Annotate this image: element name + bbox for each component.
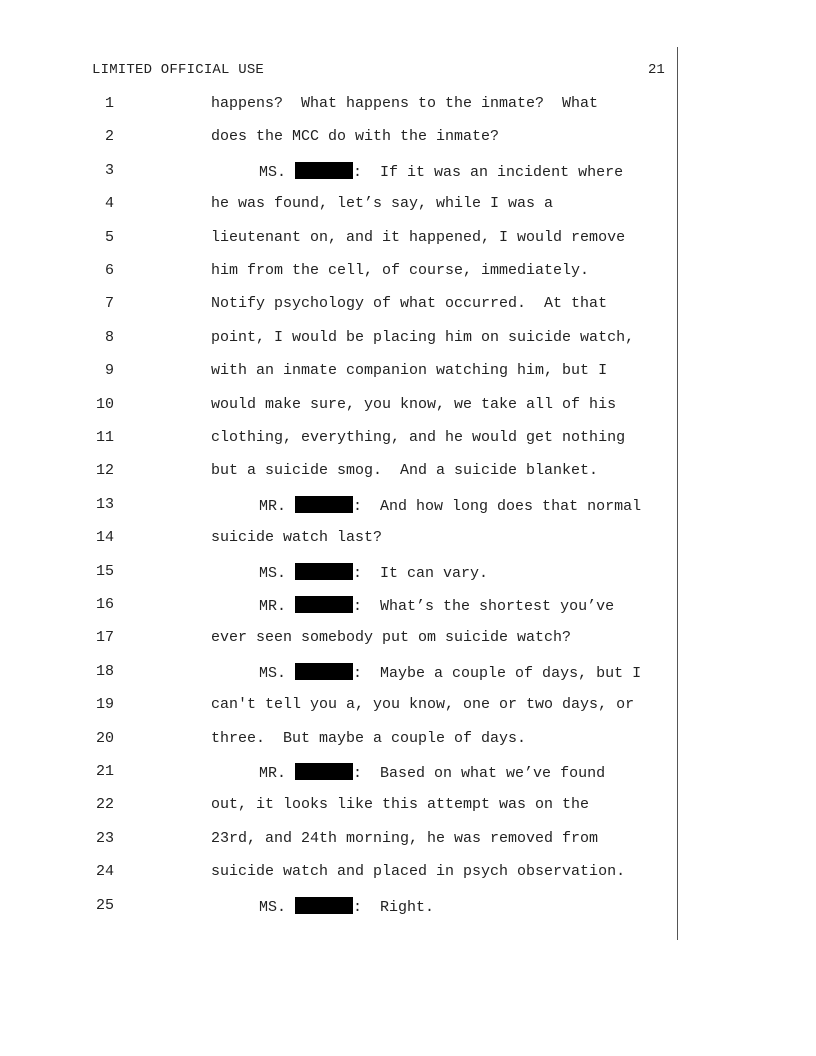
spoken-text: : And how long does that normal xyxy=(353,497,642,515)
line-number: 10 xyxy=(95,395,114,413)
line-number: 23 xyxy=(95,829,114,847)
line-number: 11 xyxy=(95,429,114,446)
line-number: 7 xyxy=(104,295,114,313)
line-text xyxy=(259,563,488,582)
spoken-text: with an inmate companion watching him, but I xyxy=(211,362,608,380)
line-text xyxy=(259,162,623,181)
spoken-text: Notify psychology of what occurred. At that xyxy=(211,295,608,313)
line-text xyxy=(211,462,598,479)
line-text xyxy=(211,396,616,413)
spoken-text: ever seen somebody put om suicide watch? xyxy=(211,629,572,647)
speaker-title: MR. xyxy=(259,765,287,782)
line-number: 22 xyxy=(95,796,114,814)
line-number: 18 xyxy=(95,662,114,680)
speaker-title: MR. xyxy=(259,497,287,515)
speaker-title: MR. xyxy=(259,598,287,615)
page-number: 21 xyxy=(648,62,665,78)
line-text xyxy=(259,496,641,515)
line-text xyxy=(259,596,614,615)
line-number: 24 xyxy=(95,863,114,881)
line-number: 5 xyxy=(104,228,114,246)
line-text xyxy=(211,195,553,212)
spoken-text: would make sure, you know, we take all of his xyxy=(211,395,617,413)
spoken-text: : It can vary. xyxy=(353,564,489,582)
line-text xyxy=(211,529,382,546)
spoken-text: 23rd, and 24th morning, he was removed from xyxy=(211,829,599,847)
line-number: 14 xyxy=(95,529,114,547)
speaker-title: MS. xyxy=(259,163,287,181)
spoken-text: out, it looks like this attempt was on the xyxy=(211,796,590,814)
line-number: 2 xyxy=(104,128,114,146)
line-text xyxy=(259,897,434,916)
spoken-text: clothing, everything, and he would get nothing xyxy=(211,429,626,446)
line-text xyxy=(211,329,634,346)
spoken-text: suicide watch and placed in psych observation. xyxy=(211,863,626,881)
line-text xyxy=(211,796,589,813)
redaction-box xyxy=(295,496,353,513)
line-text xyxy=(211,730,526,747)
line-number: 12 xyxy=(95,462,114,480)
redaction-box xyxy=(295,162,353,179)
spoken-text: he was found, let’s say, while I was a xyxy=(211,195,554,213)
line-number: 16 xyxy=(95,596,114,613)
line-number: 21 xyxy=(95,763,114,780)
speaker-title: MS. xyxy=(259,664,287,682)
line-text xyxy=(211,863,625,880)
line-text xyxy=(211,295,607,312)
spoken-text: three. But maybe a couple of days. xyxy=(211,729,527,747)
spoken-text: him from the cell, of course, immediately. xyxy=(211,262,590,279)
spoken-text: : What’s the shortest you’ve xyxy=(353,598,615,615)
redaction-box xyxy=(295,763,353,780)
line-number: 4 xyxy=(104,195,114,213)
spoken-text: : Right. xyxy=(353,898,435,916)
spoken-text: happens? What happens to the inmate? What xyxy=(211,95,599,112)
redaction-box xyxy=(295,897,353,914)
line-text xyxy=(211,629,571,646)
line-number: 1 xyxy=(104,95,114,112)
line-number: 20 xyxy=(95,729,114,747)
line-number: 25 xyxy=(95,896,114,914)
line-number: 8 xyxy=(104,328,114,346)
line-text xyxy=(211,429,625,446)
spoken-text: but a suicide smog. And a suicide blanket. xyxy=(211,462,599,480)
line-text xyxy=(211,362,607,379)
line-number: 13 xyxy=(95,495,114,513)
line-number: 6 xyxy=(104,262,114,279)
line-text xyxy=(211,262,589,279)
line-text xyxy=(259,763,605,782)
spoken-text: : If it was an incident where xyxy=(353,163,624,181)
spoken-text: point, I would be placing him on suicide watch, xyxy=(211,328,635,346)
redaction-box xyxy=(295,563,353,580)
line-text xyxy=(211,128,499,145)
spoken-text: suicide watch last? xyxy=(211,529,383,547)
classification-header: LIMITED OFFICIAL USE xyxy=(92,62,265,78)
line-text xyxy=(211,696,634,713)
spoken-text: does the MCC do with the inmate? xyxy=(211,128,500,146)
spoken-text: lieutenant on, and it happened, I would remove xyxy=(211,228,626,246)
line-number: 15 xyxy=(95,562,114,580)
line-number: 17 xyxy=(95,629,114,647)
line-number: 19 xyxy=(95,696,114,714)
speaker-title: MS. xyxy=(259,898,287,916)
redaction-box xyxy=(295,596,353,613)
right-margin-rule xyxy=(677,47,678,940)
spoken-text: : Based on what we’ve found xyxy=(353,765,606,782)
spoken-text: : Maybe a couple of days, but I xyxy=(353,664,642,682)
line-number: 3 xyxy=(104,161,114,179)
line-number: 9 xyxy=(104,362,114,380)
line-text xyxy=(211,95,598,112)
line-text xyxy=(211,830,598,847)
redaction-box xyxy=(295,663,353,680)
line-text xyxy=(211,229,625,246)
line-text xyxy=(259,663,641,682)
spoken-text: can't tell you a, you know, one or two days, or xyxy=(211,696,635,714)
speaker-title: MS. xyxy=(259,564,287,582)
